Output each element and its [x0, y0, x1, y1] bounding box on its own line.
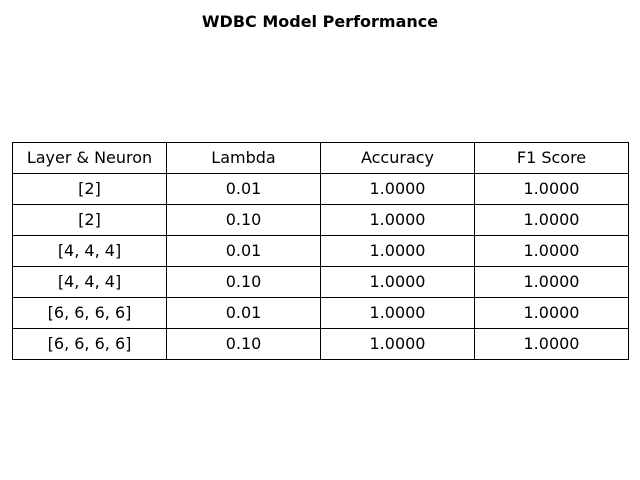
cell-accuracy: 1.0000 — [321, 267, 475, 298]
cell-lambda: 0.10 — [167, 329, 321, 360]
cell-f1-score: 1.0000 — [475, 174, 629, 205]
cell-layer-neuron: [6, 6, 6, 6] — [13, 329, 167, 360]
table-row — [13, 236, 629, 267]
header-cell-accuracy: Accuracy — [321, 143, 475, 174]
cell-layer-neuron: [6, 6, 6, 6] — [13, 298, 167, 329]
cell-f1-score: 1.0000 — [475, 329, 629, 360]
cell-lambda: 0.01 — [167, 236, 321, 267]
chart-title: WDBC Model Performance — [201, 12, 439, 31]
table-row — [13, 205, 629, 236]
cell-f1-score: 1.0000 — [475, 236, 629, 267]
performance-table-container — [12, 142, 629, 360]
cell-accuracy: 1.0000 — [321, 174, 475, 205]
performance-table — [12, 142, 629, 360]
cell-lambda: 0.10 — [167, 205, 321, 236]
cell-lambda: 0.10 — [167, 267, 321, 298]
cell-layer-neuron: [4, 4, 4] — [13, 236, 167, 267]
cell-lambda: 0.01 — [167, 174, 321, 205]
table-header-row — [13, 143, 629, 174]
cell-accuracy: 1.0000 — [321, 205, 475, 236]
cell-accuracy: 1.0000 — [321, 236, 475, 267]
cell-f1-score: 1.0000 — [475, 205, 629, 236]
cell-f1-score: 1.0000 — [475, 298, 629, 329]
cell-accuracy: 1.0000 — [321, 298, 475, 329]
table-row — [13, 174, 629, 205]
cell-accuracy: 1.0000 — [321, 329, 475, 360]
cell-layer-neuron: [2] — [13, 205, 167, 236]
table-row — [13, 298, 629, 329]
header-cell-layer-neuron: Layer & Neuron — [13, 143, 167, 174]
cell-layer-neuron: [2] — [13, 174, 167, 205]
cell-f1-score: 1.0000 — [475, 267, 629, 298]
header-cell-f1-score: F1 Score — [475, 143, 629, 174]
cell-layer-neuron: [4, 4, 4] — [13, 267, 167, 298]
table-row — [13, 329, 629, 360]
cell-lambda: 0.01 — [167, 298, 321, 329]
header-cell-lambda: Lambda — [167, 143, 321, 174]
table-row — [13, 267, 629, 298]
